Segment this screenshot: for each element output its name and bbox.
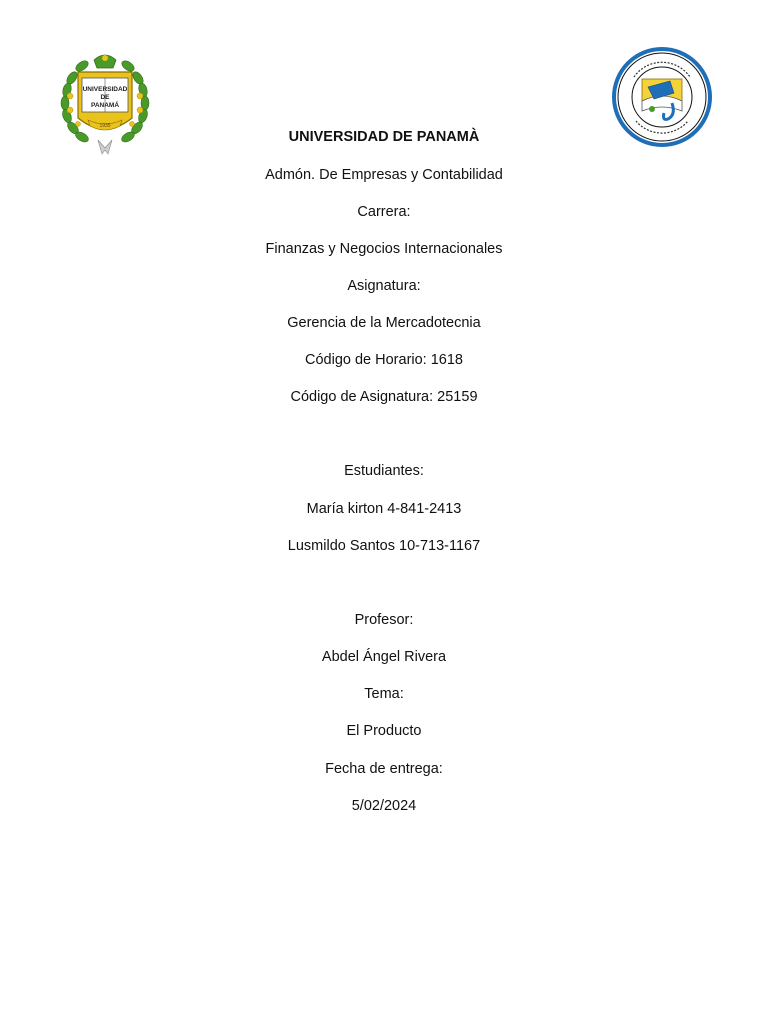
subject-name: Gerencia de la Mercadotecnia	[287, 315, 481, 331]
professor-label: Profesor:	[354, 612, 414, 628]
svg-text:UNIVERSIDAD: UNIVERSIDAD	[82, 86, 128, 93]
topic-label: Tema:	[364, 686, 404, 702]
university-title: UNIVERSIDAD DE PANAMÀ	[288, 129, 480, 145]
due-date: 5/02/2024	[351, 798, 417, 814]
career-name: Finanzas y Negocios Internacionales	[265, 241, 503, 257]
due-date-label: Fecha de entrega:	[325, 761, 443, 777]
svg-text:1935: 1935	[99, 123, 111, 129]
subject-label: Asignatura:	[347, 278, 421, 294]
students-label: Estudiantes:	[344, 463, 424, 479]
student-item: Lusmildo Santos 10-713-1167	[287, 538, 481, 554]
subject-code: Código de Asignatura: 25159	[290, 389, 478, 405]
svg-text:DE: DE	[100, 94, 110, 101]
topic-name: El Producto	[346, 723, 422, 739]
career-label: Carrera:	[357, 204, 411, 220]
professor-name: Abdel Ángel Rivera	[321, 649, 447, 665]
student-item: María kirton 4-841-2413	[306, 501, 462, 517]
faculty-name: Admón. De Empresas y Contabilidad	[265, 167, 503, 183]
svg-text:PANAMÁ: PANAMÁ	[90, 102, 120, 109]
schedule-code: Código de Horario: 1618	[305, 352, 463, 368]
